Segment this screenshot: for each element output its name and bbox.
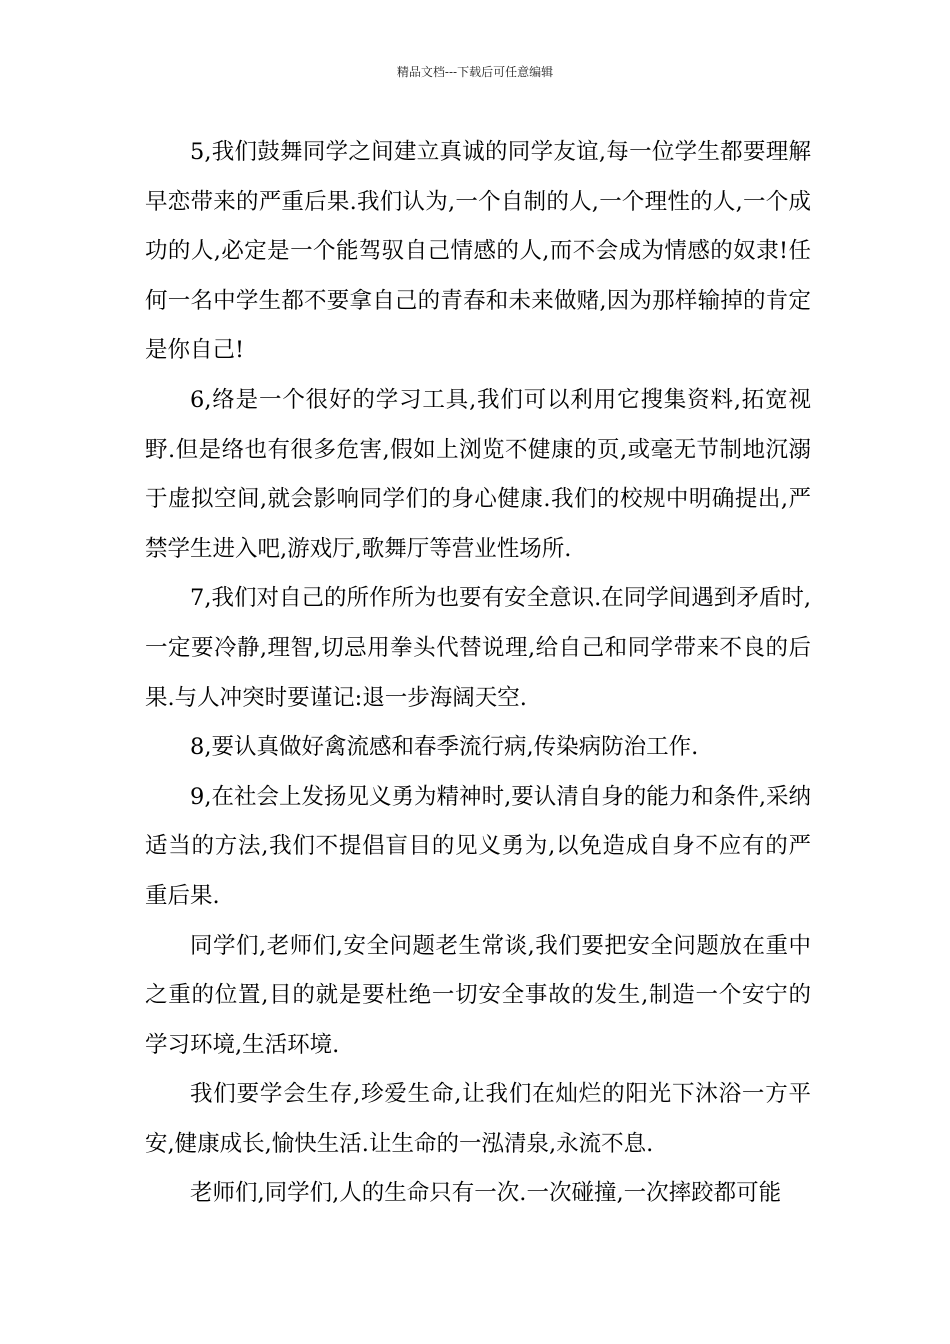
paragraph-closing: 老师们,同学们,人的生命只有一次.一次碰撞,一次摔跤都可能 (190, 1180, 782, 1207)
paragraph-safety-priority: 同学们,老师们,安全问题老生常谈,我们要把安全问题放在重中之重的位置,目的就是要杜绝一切安全事故的发生,制造一个安宁的学习环境,生活环境. (145, 932, 811, 1058)
paragraph-9: 9,在社会上发扬见义勇为精神时,要认清自身的能力和条件,采纳适当的方法,我们不提倡盲目的见义勇为,以免造成自身不应有的严重后果. (145, 783, 811, 909)
paragraph-7: 7,我们对自己的所作所为也要有安全意识.在同学间遇到矛盾时,一定要冷静,理智,切忌用拳头代替说理,给自己和同学带来不良的后果.与人冲突时要谨记:退一步海阔天空. (145, 585, 811, 711)
paragraph-8: 8,要认真做好禽流感和春季流行病,传染病防治工作. (190, 734, 699, 761)
paragraph-6: 6,络是一个很好的学习工具,我们可以利用它搜集资料,拓宽视野.但是络也有很多危害,假如上浏览不健康的页,或毫无节制地沉溺于虚拟空间,就会影响同学们的身心健康.我们的校规中明确提出,严禁学生进入吧,游戏厅,歌舞厅等营业性场所. (145, 386, 811, 562)
document-body (145, 128, 811, 1219)
page-header: 精品文档---下载后可任意编辑 (396, 65, 554, 79)
paragraph-cherish-life: 我们要学会生存,珍爱生命,让我们在灿烂的阳光下沐浴一方平安,健康成长,愉快生活.让生命的一泓清泉,永流不息. (145, 1081, 811, 1157)
paragraph-5: 5,我们鼓舞同学之间建立真诚的同学友谊,每一位学生都要理解早恋带来的严重后果.我们认为,一个自制的人,一个理性的人,一个成功的人,必定是一个能驾驭自己情感的人,而不会成为情感的奴隶!任何一名中学生都不要拿自己的青春和未来做赌,因为那样输掉的肯定是你自己! (145, 139, 811, 364)
